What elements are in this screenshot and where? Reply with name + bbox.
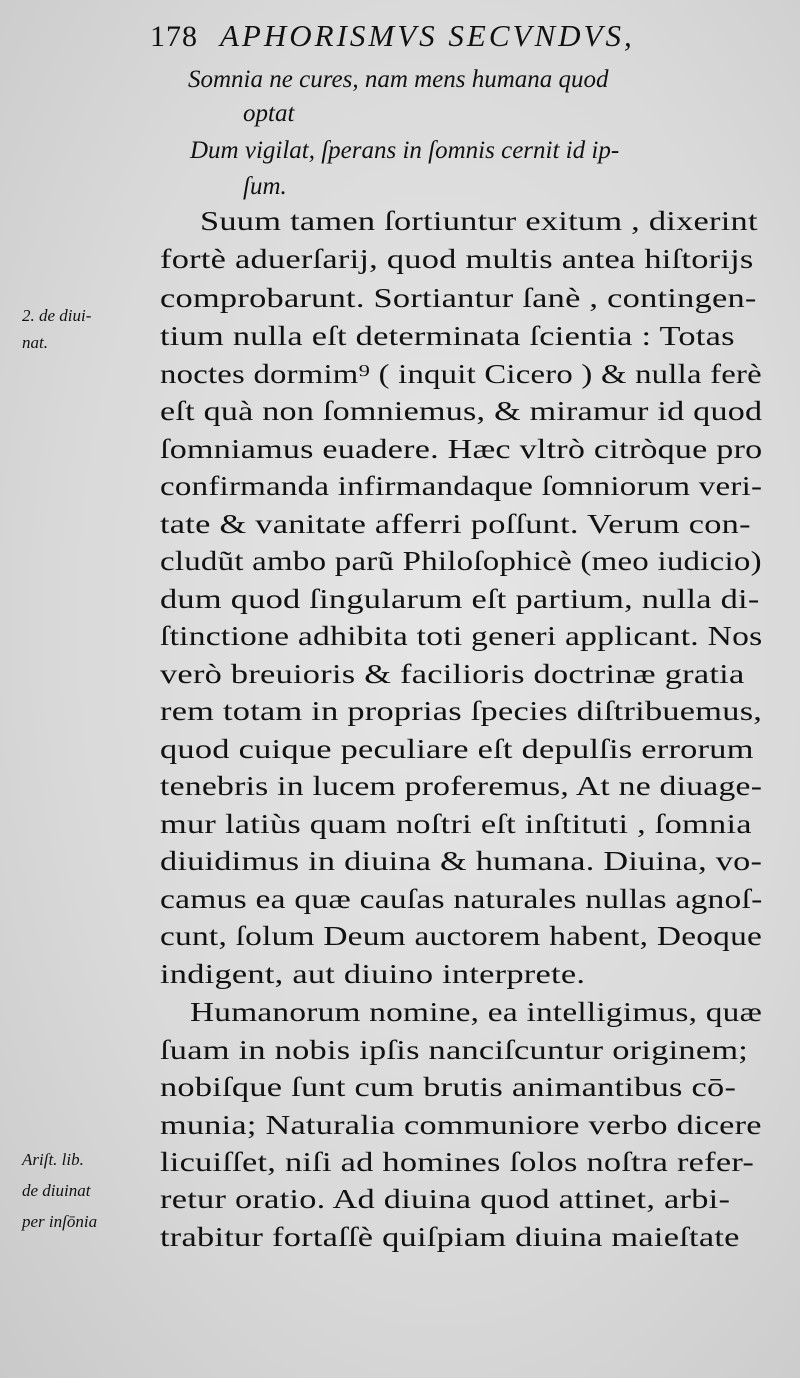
text-line: noctes dormim⁹ ( inquit Cicero ) & nulla ferè [160,358,762,389]
text-line: Humanorum nomine, ea intelligimus, quæ [190,996,763,1027]
text-line: dum quod ſingularum eſt partium, nulla di- [160,583,760,614]
text-line: confirmanda infirmandaque ſomniorum veri- [160,470,763,501]
text-line: cludũt ambo parũ Philoſophicè (meo iudicio) [160,545,762,576]
text-line: indigent, aut diuino interprete. [160,958,586,989]
text-line: comprobarunt. Sortiantur ſanè , contingen- [160,282,757,313]
text-line: ſomniamus euadere. Hæc vltrò citròque pro [160,433,763,464]
text-line: diuidimus in diuina & humana. Diuina, vo- [160,845,763,876]
running-title: APHORISMVS SECVNDVS, [220,18,635,53]
text-line: Suum tamen ſortiuntur exitum , dixerint [200,205,758,236]
text-line: cunt, ſolum Deum auctorem habent, Deoque [160,920,763,951]
text-line: verò breuioris & facilioris doctrinæ gratia [160,658,745,689]
verse-line: Somnia ne cures, nam mens humana quod [188,66,609,93]
margin-note: Ariſt. lib. [22,1150,84,1169]
verse-line: optat [243,100,295,127]
text-line: quod cuique peculiare eſt depulſis errorum [160,733,754,764]
margin-note: per inſōnia [22,1212,98,1231]
text-line: tate & vanitate afferri poſſunt. Verum con- [160,508,751,539]
text-line: retur oratio. Ad diuina quod attinet, arbi- [160,1183,731,1214]
verse-line: Dum vigilat, ſperans in ſomnis cernit id ip- [190,137,620,164]
page-number: 178 [150,20,198,53]
margin-note: 2. de diui- [22,306,92,325]
text-line: tium nulla eſt determinata ſcientia : Totas [160,320,735,351]
margin-note: de diuinat [22,1181,91,1200]
text-line: rem totam in proprias ſpecies diſtribuemus, [160,695,763,726]
text-line: tenebris in lucem proferemus, At ne diuage- [160,770,763,801]
text-line: nobiſque ſunt cum brutis animantibus cō- [160,1071,737,1102]
text-line: camus ea quæ cauſas naturales nullas agnoſ- [160,883,763,914]
text-line: licuiſſet, niſi ad homines ſolos noſtra refer- [160,1146,755,1177]
text-line: fortè aduerſarij, quod multis antea hiſtorijs [160,243,754,274]
text-line: eſt quà non ſomniemus, & miramur id quod [160,395,763,426]
text-line: mur latiùs quam noſtri eſt inſtituti , ſomnia [160,808,752,839]
text-line: munia; Naturalia communiore verbo dicere [160,1109,762,1140]
text-line: ſtinctione adhibita toti generi applicant. Nos [160,620,763,651]
margin-note: nat. [22,333,48,352]
text-line: trabitur fortaſſè quiſpiam diuina maieſtate [160,1221,740,1252]
running-header [150,18,770,68]
verse-line: ſum. [243,173,287,200]
text-line: ſuam in nobis ipſis nanciſcuntur originem; [160,1034,749,1065]
